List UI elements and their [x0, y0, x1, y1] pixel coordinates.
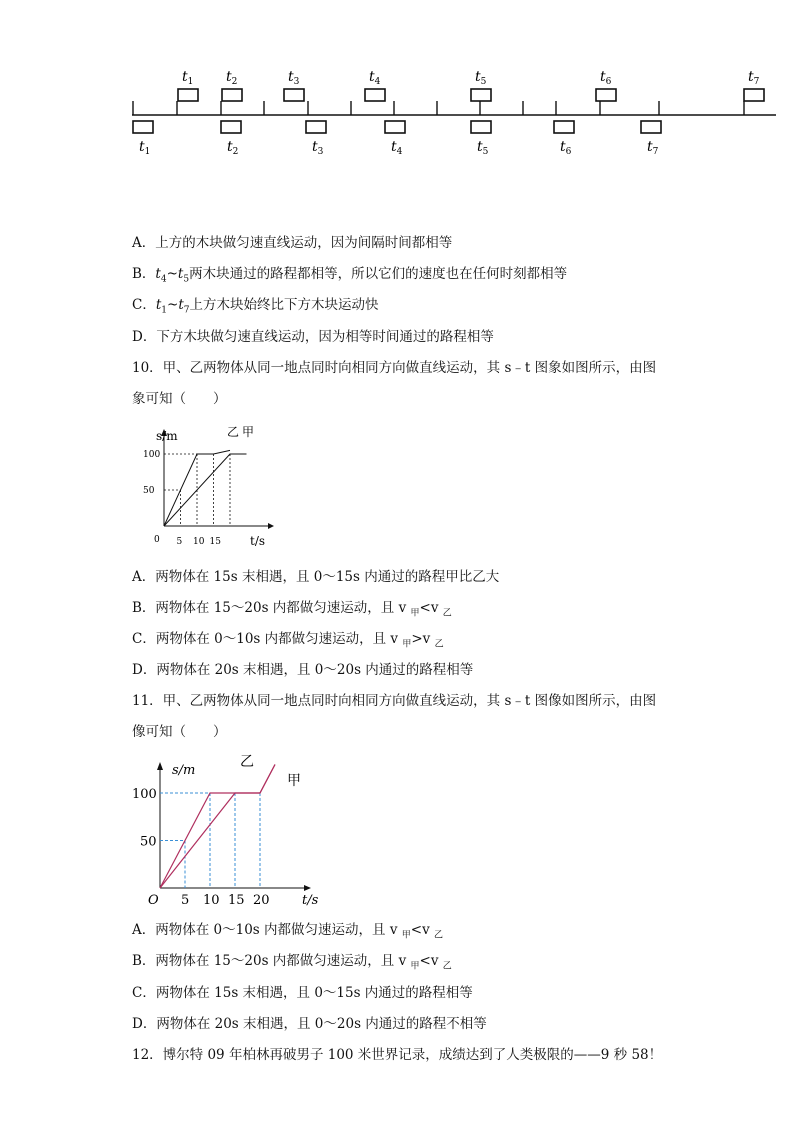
q10-option-c: C．两物体在 0～10s 内都做匀速运动，且 v $_甲$>v $_乙$ — [132, 631, 444, 650]
bottom-block — [554, 121, 574, 133]
q10-option-b: B．两物体在 15～20s 内都做匀速运动，且 v $_甲$<v $_乙$ — [132, 600, 452, 619]
bottom-block-label: $t_2$ — [227, 139, 239, 157]
q11-st-chart — [130, 748, 330, 910]
q11-option-c: C．两物体在 15s 末相遇，且 0～15s 内通过的路程相等 — [132, 985, 473, 1001]
q9-option-d: D．下方木块做匀速直线运动，因为相等时间通过的路程相等 — [132, 329, 494, 345]
top-block-label: $t_2$ — [226, 69, 238, 87]
q11-stem-line2: 像可知（ ） — [132, 724, 227, 740]
q11-option-a: A．两物体在 0～10s 内都做匀速运动，且 v $_甲$<v $_乙$ — [132, 922, 444, 941]
series-label: 甲 — [242, 425, 255, 439]
q9-option-a: A．上方的木块做匀速直线运动，因为间隔时间都相等 — [132, 235, 453, 251]
x-axis-label: t/s — [302, 893, 319, 908]
top-block — [284, 89, 304, 101]
top-block-label: $t_7$ — [748, 69, 760, 87]
q10-stem-line1: 10．甲、乙两物体从同一地点同时向相同方向做直线运动，其 s﹣t 图象如图所示，由图 — [132, 360, 657, 376]
y-tick-label: 100 — [132, 787, 157, 802]
series-line-甲 — [160, 765, 275, 889]
y-axis-arrow — [157, 762, 163, 770]
x-tick-label: 15 — [228, 893, 245, 908]
x-tick-label: 5 — [176, 537, 183, 547]
series-line-乙 — [160, 765, 275, 889]
x-tick-label: 10 — [193, 537, 205, 547]
bottom-block-label: $t_3$ — [312, 139, 324, 157]
top-block-label: $t_6$ — [600, 69, 612, 87]
q11-stem-line1: 11．甲、乙两物体从同一地点同时向相同方向做直线运动，其 s﹣t 图像如图所示，由图 — [132, 693, 657, 709]
q11-option-b: B．两物体在 15～20s 内都做匀速运动，且 v $_甲$<v $_乙$ — [132, 953, 452, 972]
q9-option-b: B．$t_4\sim t_5$两木块通过的路程都相等，所以它们的速度也在任何时刻都相等 — [132, 266, 568, 285]
bottom-blocks — [133, 121, 661, 157]
x-tick-label: 10 — [203, 893, 220, 908]
x-tick-label: 15 — [209, 537, 221, 547]
bottom-block — [471, 121, 491, 133]
y-axis-label: s/m — [156, 429, 178, 443]
bottom-block-label: $t_1$ — [139, 139, 151, 157]
top-block — [365, 89, 385, 101]
series-label: 乙 — [240, 754, 254, 770]
bottom-block — [133, 121, 153, 133]
bottom-block — [385, 121, 405, 133]
top-block — [222, 89, 242, 101]
top-block-label: $t_3$ — [288, 69, 300, 87]
x-tick-label: 20 — [253, 893, 270, 908]
top-block — [744, 89, 764, 101]
bottom-block-label: $t_6$ — [560, 139, 572, 157]
q12-stem: 12．博尔特 09 年柏林再破男子 100 米世界记录，成绩达到了人类极限的——9 秒 58！ — [132, 1047, 663, 1063]
q11-option-d: D．两物体在 20s 末相遇，且 0～20s 内通过的路程不相等 — [132, 1016, 487, 1032]
bottom-block-label: $t_4$ — [391, 139, 403, 157]
q10-st-chart — [140, 418, 280, 550]
top-block-label: $t_4$ — [369, 69, 381, 87]
origin-label: O — [148, 893, 159, 908]
q10-option-d: D．两物体在 20s 末相遇，且 0～20s 内通过的路程相等 — [132, 662, 474, 678]
timeline-figure — [0, 0, 794, 170]
bottom-block — [306, 121, 326, 133]
top-block-label: $t_5$ — [475, 69, 487, 87]
y-tick-label: 50 — [140, 834, 157, 850]
y-tick-label: 100 — [143, 450, 161, 460]
bottom-block-label: $t_7$ — [647, 139, 659, 157]
x-axis-arrow — [304, 885, 311, 891]
top-block — [596, 89, 616, 101]
series-label: 乙 — [227, 425, 240, 439]
q10-option-a: A．两物体在 15s 末相遇，且 0～15s 内通过的路程甲比乙大 — [132, 569, 500, 585]
origin-label: 0 — [154, 535, 160, 545]
bottom-block-label: $t_5$ — [477, 139, 489, 157]
y-axis-label: s/m — [172, 763, 196, 778]
top-block-label: $t_1$ — [182, 69, 194, 87]
top-block — [471, 89, 491, 101]
top-block — [178, 89, 198, 101]
x-tick-label: 5 — [181, 893, 190, 908]
x-axis-label: t/s — [250, 534, 266, 548]
y-tick-label: 50 — [143, 486, 155, 496]
bottom-block — [221, 121, 241, 133]
timeline-ticks — [133, 101, 744, 115]
series-label: 甲 — [287, 773, 301, 789]
top-blocks — [178, 69, 764, 101]
q9-option-c: C．$t_1\sim t_7$上方木块始终比下方木块运动快 — [132, 297, 379, 316]
x-axis-arrow — [268, 523, 274, 529]
q10-stem-line2: 象可知（ ） — [132, 391, 227, 407]
bottom-block — [641, 121, 661, 133]
